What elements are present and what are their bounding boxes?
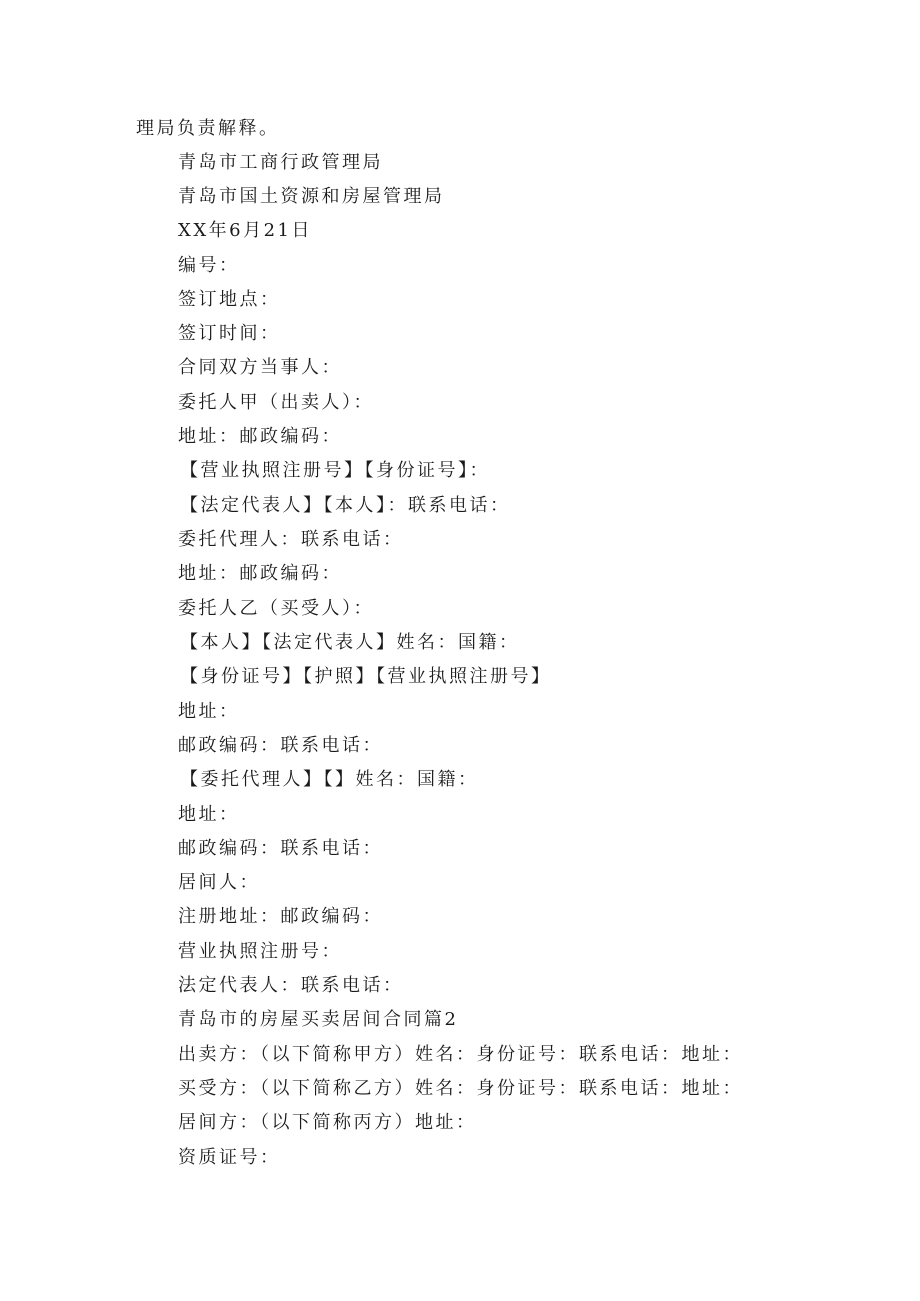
text-line: 邮政编码：联系电话： [178, 838, 383, 859]
text-line: 【身份证号】【护照】【营业执照注册号】 [180, 666, 552, 687]
text-line: 编号： [178, 255, 240, 276]
text-line: 地址：邮政编码： [178, 563, 342, 584]
text-line: 地址： [178, 804, 240, 825]
text-line: 【营业执照注册号】【身份证号】： [180, 460, 490, 481]
text-line: 理局负责解释。 [136, 118, 280, 139]
text-line: 青岛市工商行政管理局 [178, 152, 383, 173]
text-line: 买受方：（以下简称乙方）姓名：身份证号：联系电话：地址： [178, 1078, 743, 1099]
text-line: 地址：邮政编码： [178, 426, 342, 447]
text-line: 营业执照注册号： [178, 941, 342, 962]
text-line: 地址： [178, 701, 240, 722]
text-line: 注册地址：邮政编码： [178, 906, 383, 927]
text-line: 签订地点： [178, 289, 281, 310]
text-line: 【法定代表人】【本人】：联系电话： [180, 495, 511, 516]
text-line: 委托代理人：联系电话： [178, 529, 404, 550]
text-line: 资质证号： [178, 1147, 281, 1168]
text-line: 【本人】【法定代表人】姓名：国籍： [180, 632, 520, 653]
section-heading: 青岛市的房屋买卖居间合同篇2 [178, 1009, 459, 1030]
text-line: 【委托代理人】【】姓名：国籍： [180, 769, 479, 790]
text-line: 法定代表人：联系电话： [178, 975, 404, 996]
text-line: 委托人甲（出卖人）： [178, 392, 374, 413]
text-line: 居间方：（以下简称丙方）地址： [178, 1112, 477, 1133]
text-line: 邮政编码：联系电话： [178, 735, 383, 756]
text-line: 合同双方当事人： [178, 357, 342, 378]
text-line: 青岛市国土资源和房屋管理局 [178, 186, 445, 207]
text-line: 居间人： [178, 872, 260, 893]
text-line: 签订时间： [178, 323, 281, 344]
text-line: XX年6月21日 [178, 220, 312, 241]
text-line: 委托人乙（买受人）： [178, 598, 374, 619]
text-line: 出卖方：（以下简称甲方）姓名：身份证号：联系电话：地址： [178, 1044, 743, 1065]
